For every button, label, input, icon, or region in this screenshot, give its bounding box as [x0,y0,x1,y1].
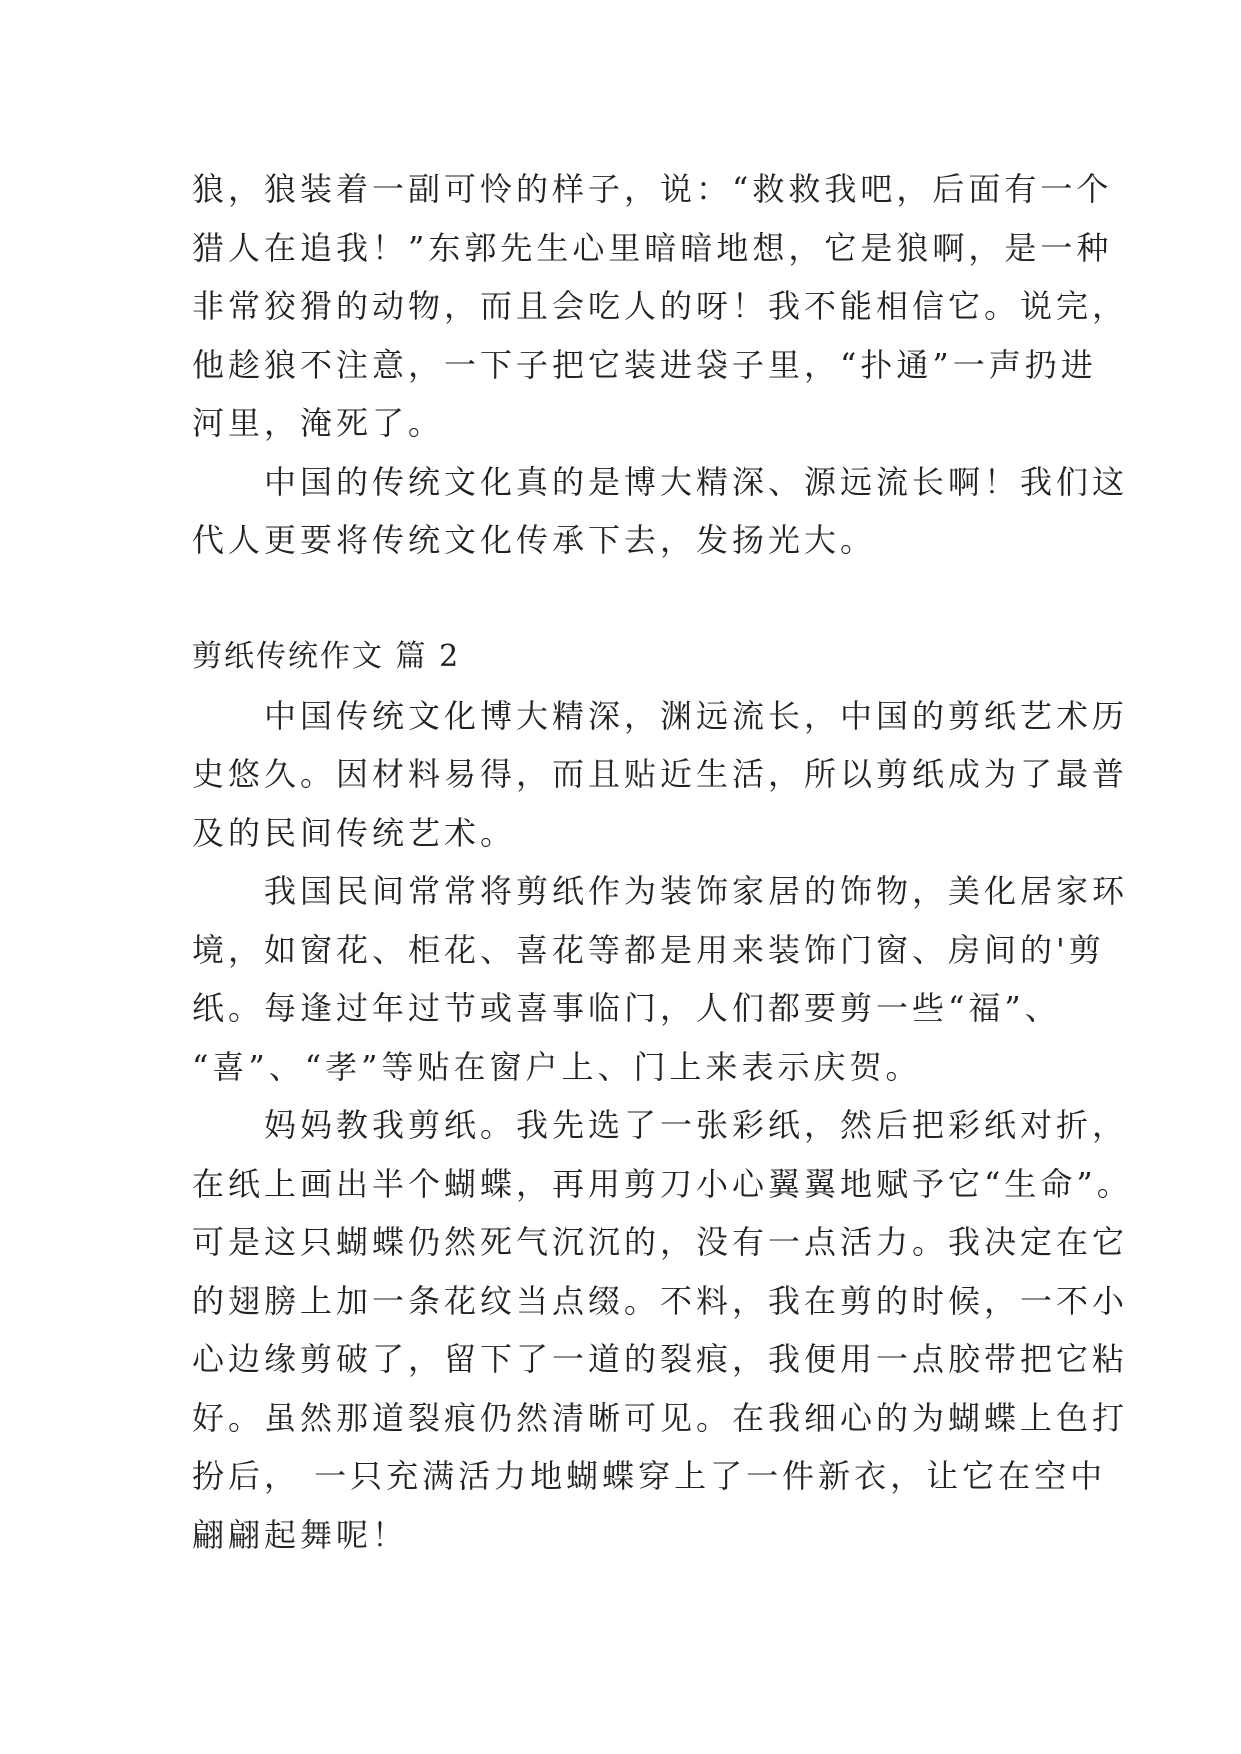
text-line: 心边缘剪破了，留下了一道的裂痕，我便用一点胶带把它粘 [192,1340,1129,1378]
text-line: 代人更要将传统文化传承下去，发扬光大。 [192,521,877,559]
text-line: 境，如窗花、柜花、喜花等都是用来装饰门窗、房间的'剪 [192,930,1105,969]
text-line: 非常狡猾的动物，而且会吃人的呀！我不能相信它。说完， [192,287,1129,325]
text-line: 翩翩起舞呢！ [192,1515,409,1554]
text-line: 在纸上画出半个蝴蝶，再用剪刀小心翼翼地赋予它“生命”。 [192,1164,1133,1203]
text-line: 中国传统文化博大精深，渊远流长，中国的剪纸艺术历 [192,696,1129,735]
text-line: 他趁狼不注意，一下子把它装进袋子里，“扑通”一声扔进 [192,345,1097,384]
text-line: 可是这只蝴蝶仍然死气沉沉的，没有一点活力。我决定在它 [192,1223,1129,1261]
text-line: 妈妈教我剪纸。我先选了一张彩纸，然后把彩纸对折， [192,1106,1129,1144]
text-line: 好。虽然那道裂痕仍然清晰可见。在我细心的为蝴蝶上色打 [192,1398,1129,1437]
text-line: 河里，淹死了。 [192,404,445,442]
text-line: 纸。每逢过年过节或喜事临门，人们都要剪一些“福”、 [192,989,1061,1027]
text-line: 扮后， 一只充满活力地蝴蝶穿上了一件新衣，让它在空中 [192,1457,1107,1495]
section-heading: 剪纸传统作文 篇 2 [192,639,461,674]
text-line: 狼，狼装着一副可怜的样子，说：“救救我吧，后面有一个 [192,170,1113,208]
document-page [192,160,1133,1564]
section-gap [192,570,1072,629]
text-line: 的翅膀上加一条花纹当点缀。不料，我在剪的时候，一不小 [192,1281,1129,1320]
text-line: 猎人在追我！”东郭先生心里暗暗地想，它是狼啊，是一种 [192,228,1113,267]
text-line: 中国的传统文化真的是博大精深、源远流长啊！我们这 [192,462,1129,501]
text-line: “喜”、“孝”等贴在窗户上、门上来表示庆贺。 [192,1047,922,1086]
text-line: 及的民间传统艺术。 [192,813,517,852]
text-line: 我国民间常常将剪纸作为装饰家居的饰物，美化居家环 [192,872,1129,910]
text-line: 史悠久。因材料易得，而且贴近生活，所以剪纸成为了最普 [192,755,1129,793]
